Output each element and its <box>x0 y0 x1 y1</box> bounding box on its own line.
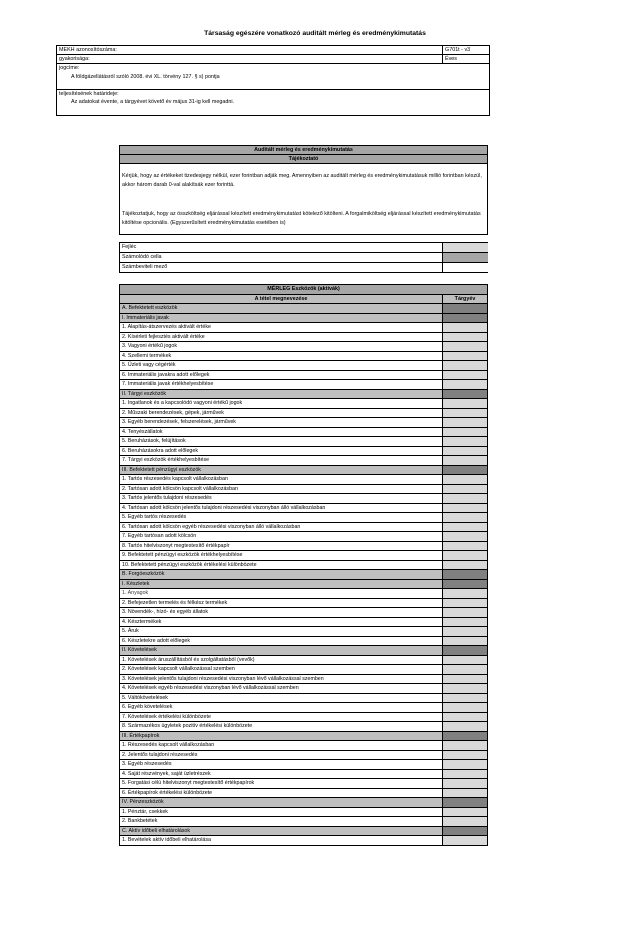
meta-row-frequency <box>57 54 489 63</box>
value-input-cell[interactable] <box>442 323 487 332</box>
table-row <box>120 646 487 656</box>
column-header-name: A tétel megnevezése <box>254 295 308 302</box>
row-label: 2. Bankbetétek <box>122 818 158 824</box>
table-row <box>120 342 487 352</box>
row-label: 3. Növendék-, hízó- és egyéb állatok <box>122 609 208 615</box>
value-input-cell[interactable] <box>442 371 487 380</box>
deadline-text: Az adatokat évente, a tárgyévet követő év május 31-ig kell megadni. <box>71 99 235 106</box>
value-input-cell[interactable] <box>442 551 487 560</box>
row-label: 4. Tartósan adott kölcsön jelentős tulajdoni részesedési viszonyban álló vállalkozásban <box>122 504 326 511</box>
row-label: 3. Egyéb részesedés <box>122 761 172 767</box>
calculated-cell <box>442 314 487 323</box>
table-row <box>120 504 487 514</box>
value-input-cell[interactable] <box>442 760 487 769</box>
row-label: B. Forgóeszközök <box>122 571 165 577</box>
row-label: 7. Tárgyi eszközök értékhelyesbítése <box>122 457 210 463</box>
value-input-cell[interactable] <box>442 808 487 817</box>
row-label: 1. Részesedés kapcsolt vállalkozásban <box>122 742 215 748</box>
table-row <box>120 447 487 457</box>
value-input-cell[interactable] <box>442 418 487 427</box>
table-row <box>120 827 487 837</box>
table-row <box>120 675 487 685</box>
row-label: 1. Tartós részesedés kapcsolt vállalkozásban <box>122 476 228 482</box>
deadline-label: teljesítésének határideje: <box>59 90 119 97</box>
value-input-cell[interactable] <box>442 542 487 551</box>
row-label: III. Befektetett pénzügyi eszközök <box>122 466 201 473</box>
value-input-cell[interactable] <box>442 694 487 703</box>
table-row <box>120 561 487 571</box>
row-label: 7. Immateriális javak értékhelyesbítése <box>122 381 214 387</box>
row-label: 6. Immateriális javakra adott előlegek <box>122 371 210 378</box>
row-label: 1. Bevételek aktív időbeli elhatárolása <box>122 837 211 843</box>
calculated-cell <box>442 732 487 741</box>
value-input-cell[interactable] <box>442 779 487 788</box>
info-box <box>119 145 488 235</box>
row-label: 7. Követelések értékelési különbözete <box>122 713 211 720</box>
calculated-cell <box>442 798 487 807</box>
legend-swatch <box>442 243 488 252</box>
table-row <box>120 542 487 552</box>
row-label: 3. Tartós jelentős tulajdoni részesedés <box>122 495 212 501</box>
table-row <box>120 352 487 362</box>
legend-box <box>119 242 488 273</box>
row-label: 6. Beruházásokra adott előlegek <box>122 447 198 454</box>
value-input-cell[interactable] <box>442 703 487 712</box>
value-input-cell[interactable] <box>442 675 487 684</box>
row-label: 2. Jelentős tulajdoni részesedés <box>122 751 198 758</box>
calculated-cell <box>442 827 487 836</box>
table-row <box>120 390 487 400</box>
table-row <box>120 808 487 818</box>
table-row <box>120 618 487 628</box>
value-input-cell[interactable] <box>442 770 487 779</box>
row-label: 4. Követelések egyéb részesedési viszonyban lévő vállalkozással szemben <box>122 685 299 691</box>
info-paragraph-2: Tájékoztatjuk, hogy az összköltség eljárással készített eredménykimutatást kötelező kitölteni. A forgalmiköltség eljárással készített eredménykimutatás kitöltése opcionális. (Egyszerűsített eredménykimutatás esetében is) <box>122 211 481 226</box>
row-label: IV. Pénzeszközök <box>122 799 164 805</box>
table-row <box>120 371 487 381</box>
info-paragraph-1: Kérjük, hogy az értékeket tizedesjegy nélkül, ezer forintban adják meg. Amennyiben az auditált mérleg és eredménykimutatásuk millió forintban készül, akkor három darab 0-val alakítsák ezer forinttá. <box>122 173 482 188</box>
legend-swatch <box>442 253 488 262</box>
legend-row-input <box>120 263 487 272</box>
table-row <box>120 333 487 343</box>
table-row <box>120 722 487 732</box>
row-label: 7. Egyéb tartósan adott kölcsön <box>122 533 197 539</box>
meta-table <box>56 45 490 116</box>
table-row <box>120 637 487 647</box>
table-row <box>120 428 487 438</box>
table-row <box>120 485 487 495</box>
row-label: 10. Befektetett pénzügyi eszközök értékelési különbözete <box>122 561 257 568</box>
balance-title: MÉRLEG Eszközök (aktívák) <box>120 285 487 295</box>
table-row <box>120 760 487 770</box>
legend-row-calculated <box>120 253 487 263</box>
value-input-cell[interactable] <box>442 789 487 798</box>
row-label: II. Követelések <box>122 647 157 653</box>
table-row <box>120 361 487 371</box>
calculated-cell <box>442 580 487 589</box>
table-row <box>120 456 487 466</box>
table-row <box>120 599 487 609</box>
row-label: 4. Saját részvények, saját üzletrészek <box>122 770 211 777</box>
calculated-cell <box>442 466 487 475</box>
table-row <box>120 466 487 476</box>
value-input-cell[interactable] <box>442 722 487 731</box>
table-row <box>120 732 487 742</box>
value-input-cell[interactable] <box>442 836 487 845</box>
row-label: 5. Üzleti vagy cégérték <box>122 362 176 368</box>
balance-rows <box>120 304 487 845</box>
row-label: 1. Ingatlanok és a kapcsolódó vagyoni értékű jogok <box>122 400 243 406</box>
table-row <box>120 399 487 409</box>
table-row <box>120 741 487 751</box>
value-input-cell[interactable] <box>442 741 487 750</box>
table-row <box>120 627 487 637</box>
table-row <box>120 494 487 504</box>
legend-row-header <box>120 243 487 253</box>
frequency-label: gyakorisága: <box>59 56 90 63</box>
table-row <box>120 665 487 675</box>
value-input-cell[interactable] <box>442 513 487 522</box>
balance-sheet-table <box>119 284 488 846</box>
table-row <box>120 551 487 561</box>
value-input-cell[interactable] <box>442 342 487 351</box>
row-label: 3. Vagyoni értékű jogok <box>122 343 177 349</box>
row-label: 6. Készletekre adott előlegek <box>122 637 191 644</box>
value-input-cell[interactable] <box>442 523 487 532</box>
mekh-label: MEKH azonosítószáma: <box>59 47 117 53</box>
table-row <box>120 532 487 542</box>
meta-spacer-2 <box>57 106 489 114</box>
table-row <box>120 789 487 799</box>
value-input-cell[interactable] <box>442 352 487 361</box>
table-row <box>120 570 487 580</box>
frequency-value: Éves <box>442 55 489 63</box>
row-label: 6. Egyéb követelések <box>122 704 173 710</box>
row-label: I. Készletek <box>122 580 150 587</box>
legal-basis-text: A földgázellátásról szóló 2008. évi XL. törvény 127. § s) pontja <box>71 73 220 80</box>
value-input-cell[interactable] <box>442 713 487 722</box>
table-row <box>120 713 487 723</box>
value-input-cell[interactable] <box>442 399 487 408</box>
value-input-cell[interactable] <box>442 608 487 617</box>
row-label: A. Befektetett eszközök <box>122 305 178 311</box>
table-row <box>120 817 487 827</box>
table-row <box>120 580 487 590</box>
row-label: 1. Alapítás-átszervezés aktivált értéke <box>122 324 211 330</box>
row-label: 5. Egyéb tartós részesedés <box>122 514 187 520</box>
value-input-cell[interactable] <box>442 380 487 389</box>
value-input-cell[interactable] <box>442 599 487 608</box>
calculated-cell <box>442 646 487 655</box>
value-input-cell[interactable] <box>442 494 487 503</box>
table-row <box>120 314 487 324</box>
table-row <box>120 703 487 713</box>
info-title: Auditált mérleg és eredménykimutatás <box>120 146 487 155</box>
row-label: 5. Áruk <box>122 628 139 634</box>
row-label: 5. Beruházások, felújítások <box>122 438 186 444</box>
balance-header-row <box>120 295 487 305</box>
row-label: 1. Követelések áruszállításból és szolgáltatásból (vevők) <box>122 656 255 663</box>
legend-swatch <box>442 263 488 272</box>
row-label: 3. Egyéb berendezések, felszerelések, járművek <box>122 419 236 425</box>
value-input-cell[interactable] <box>442 637 487 646</box>
value-input-cell[interactable] <box>442 532 487 541</box>
row-label: III. Értékpapírok <box>122 732 160 739</box>
table-row <box>120 409 487 419</box>
table-row <box>120 770 487 780</box>
value-input-cell[interactable] <box>442 665 487 674</box>
row-label: 8. Származékos ügyletek pozitív értékelési különbözete <box>122 723 253 729</box>
calculated-cell <box>442 390 487 399</box>
value-input-cell[interactable] <box>442 684 487 693</box>
table-row <box>120 475 487 485</box>
legend-label: Számbeviteli mező <box>122 264 168 270</box>
meta-row-deadline-text <box>57 98 489 106</box>
value-input-cell[interactable] <box>442 817 487 826</box>
value-input-cell[interactable] <box>442 561 487 570</box>
value-input-cell[interactable] <box>442 475 487 484</box>
table-row <box>120 323 487 333</box>
row-label: 5. Váltókövetelések <box>122 694 168 701</box>
page-title: Társaság egészére vonatkozó auditált mérleg és eredménykimutatás <box>204 30 426 37</box>
row-label: 2. Tartósan adott kölcsön kapcsolt vállalkozásban <box>122 485 238 492</box>
legal-basis-label: jogcíme: <box>59 65 80 72</box>
row-label: C. Aktív időbeli elhatárolások <box>122 827 191 834</box>
row-label: II. Tárgyi eszközök <box>122 390 167 397</box>
value-input-cell[interactable] <box>442 447 487 456</box>
table-row <box>120 751 487 761</box>
table-row <box>120 418 487 428</box>
meta-row-legal-text <box>57 73 489 81</box>
row-label: 4. Késztermékek <box>122 618 162 625</box>
row-label: 3. Követelések jelentős tulajdoni részesedési viszonyban lévő vállalkozással szemben <box>122 675 324 682</box>
value-input-cell[interactable] <box>442 485 487 494</box>
meta-row-deadline <box>57 89 489 98</box>
table-row <box>120 523 487 533</box>
value-input-cell[interactable] <box>442 333 487 342</box>
value-input-cell[interactable] <box>442 504 487 513</box>
value-input-cell[interactable] <box>442 618 487 627</box>
table-row <box>120 304 487 314</box>
row-label: 4. Tenyészállatok <box>122 428 163 435</box>
value-input-cell[interactable] <box>442 751 487 760</box>
table-row <box>120 779 487 789</box>
row-label: 2. Követelések kapcsolt vállalkozással szemben <box>122 666 235 672</box>
table-row <box>120 684 487 694</box>
meta-row-legal-basis <box>57 63 489 72</box>
table-row <box>120 380 487 390</box>
info-subtitle: Tájékoztató <box>120 155 487 164</box>
table-row <box>120 656 487 666</box>
row-label: 1. Pénztár, csekkek <box>122 808 168 815</box>
calculated-cell <box>442 304 487 313</box>
legend-label: Fejléc <box>122 244 137 250</box>
row-label: 4. Szellemi termékek <box>122 352 172 359</box>
value-input-cell[interactable] <box>442 361 487 370</box>
value-input-cell[interactable] <box>442 627 487 636</box>
meta-spacer <box>57 81 489 89</box>
row-label: 6. Tartósan adott kölcsön egyéb részesedési viszonyban álló vállalkozásban <box>122 523 301 530</box>
table-row <box>120 437 487 447</box>
row-label: 2. Műszaki berendezések, gépek, járművek <box>122 409 224 416</box>
row-label: 8. Tartós hitelviszonyt megtestesítő értékpapír <box>122 542 230 549</box>
row-label: I. Immateriális javak <box>122 314 169 321</box>
row-label: 2. Kísérleti fejlesztés aktivált értéke <box>122 333 205 340</box>
table-row <box>120 589 487 599</box>
legend-label: Számolódó cella <box>122 254 162 260</box>
value-input-cell[interactable] <box>442 589 487 598</box>
column-header-year: Tárgyév <box>442 295 487 304</box>
row-label: 2. Befejezetlen termelés és félkész termékek <box>122 599 228 606</box>
value-input-cell[interactable] <box>442 428 487 437</box>
table-row <box>120 513 487 523</box>
row-label: 5. Forgatási célú hitelviszonyt megtestesítő értékpapírok <box>122 780 255 786</box>
table-row <box>120 694 487 704</box>
value-input-cell[interactable] <box>442 456 487 465</box>
row-label: 1. Anyagok <box>122 590 149 596</box>
value-input-cell[interactable] <box>442 409 487 418</box>
row-label: 9. Befektetett pénzügyi eszközök értékhelyesbítése <box>122 552 243 558</box>
table-row <box>120 798 487 808</box>
table-row <box>120 836 487 845</box>
calculated-cell <box>442 570 487 579</box>
meta-row-mekh <box>57 46 489 54</box>
row-label: 6. Értékpapírok értékelési különbözete <box>122 789 213 796</box>
form-code: G701t - v3 <box>442 46 489 54</box>
table-row <box>120 608 487 618</box>
value-input-cell[interactable] <box>442 437 487 446</box>
value-input-cell[interactable] <box>442 656 487 665</box>
